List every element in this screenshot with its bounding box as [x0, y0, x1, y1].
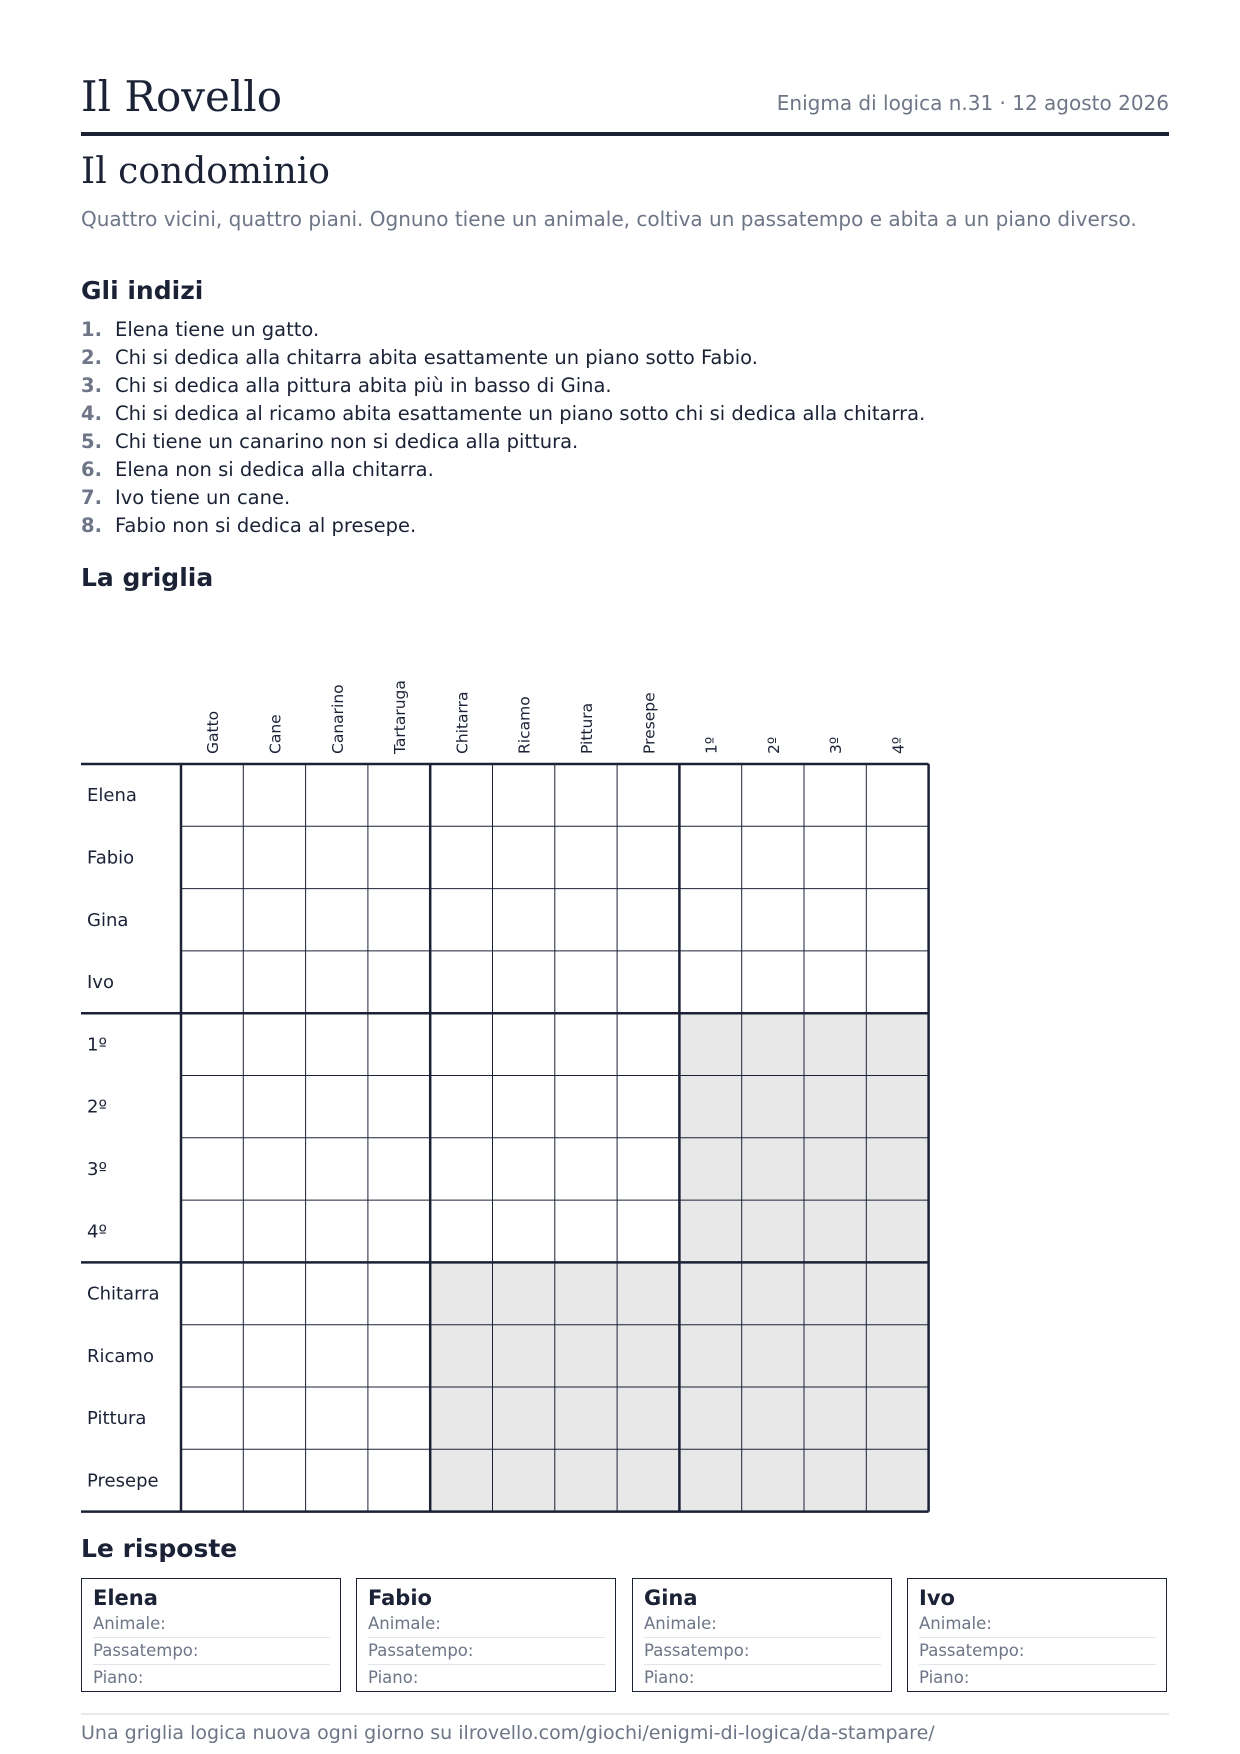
grid-cell[interactable] [368, 1449, 430, 1511]
grid-cell[interactable] [617, 1138, 679, 1200]
grid-row-header: Gina [87, 909, 129, 931]
grid-cell[interactable] [306, 764, 368, 826]
grid-cell[interactable] [493, 764, 555, 826]
clue-number: 4. [81, 402, 102, 425]
grid-heading: La griglia [81, 563, 214, 592]
grid-cell[interactable] [804, 951, 866, 1013]
grid-cell[interactable] [243, 1200, 305, 1262]
grid-cell[interactable] [742, 889, 804, 951]
grid-cell[interactable] [368, 1200, 430, 1262]
answer-animal-field[interactable]: Animale: [644, 1611, 881, 1638]
grid-column-header: Ricamo [515, 696, 534, 754]
grid-cell[interactable] [679, 889, 741, 951]
grid-cell[interactable] [181, 1387, 243, 1449]
grid-cell[interactable] [368, 1076, 430, 1138]
clue-item [81, 512, 925, 540]
grid-column-header: Presepe [640, 692, 659, 754]
grid-cell[interactable] [493, 889, 555, 951]
grid-cell[interactable] [804, 764, 866, 826]
grid-cell[interactable] [368, 826, 430, 888]
clue-number: 7. [81, 486, 102, 509]
answer-hobby-field[interactable]: Passatempo: [368, 1638, 605, 1665]
grid-cell[interactable] [493, 1013, 555, 1075]
grid-row-header: 3º [87, 1158, 107, 1180]
masthead [81, 74, 1169, 136]
clue-text: Chi si dedica alla pittura abita più in basso di Gina. [115, 374, 612, 397]
grid-cell[interactable] [555, 1138, 617, 1200]
grid-cell[interactable] [181, 889, 243, 951]
clue-text: Fabio non si dedica al presepe. [115, 514, 417, 537]
grid-cell[interactable] [617, 1076, 679, 1138]
grid-cell[interactable] [742, 951, 804, 1013]
grid-cell[interactable] [243, 889, 305, 951]
grid-cell[interactable] [555, 1200, 617, 1262]
answer-floor-field[interactable]: Piano: [919, 1668, 970, 1687]
grid-cell[interactable] [617, 764, 679, 826]
grid-column-header: Canarino [328, 684, 347, 754]
answer-card-name: Ivo [919, 1586, 955, 1610]
grid-row-header: Ivo [87, 972, 114, 994]
grid-column-header: 2º [764, 736, 783, 754]
clue-text: Elena tiene un gatto. [115, 318, 320, 341]
grid-cell[interactable] [493, 1138, 555, 1200]
grid-row-header: 2º [87, 1096, 107, 1118]
clue-number: 8. [81, 514, 102, 537]
grid-cell[interactable] [243, 764, 305, 826]
grid-cell[interactable] [617, 1200, 679, 1262]
grid-cell[interactable] [243, 1325, 305, 1387]
issue-info: Enigma di logica n.31 · 12 agosto 2026 [776, 91, 1169, 115]
grid-cell[interactable] [306, 889, 368, 951]
answer-animal-field[interactable]: Animale: [93, 1611, 330, 1638]
grid-row-header: Elena [87, 785, 137, 807]
grid-cell[interactable] [243, 1262, 305, 1324]
grid-cell[interactable] [181, 1013, 243, 1075]
grid-cell[interactable] [742, 826, 804, 888]
grid-cell[interactable] [306, 1325, 368, 1387]
puzzle-title: Il condominio [81, 151, 330, 192]
grid-cell[interactable] [306, 1076, 368, 1138]
grid-row-header: Chitarra [87, 1283, 160, 1305]
answers-heading: Le risposte [81, 1534, 238, 1563]
grid-cell[interactable] [866, 826, 928, 888]
grid-row-header: Ricamo [87, 1345, 154, 1367]
grid-cell[interactable] [555, 951, 617, 1013]
grid-column-header: 3º [827, 736, 846, 754]
answer-card-elena [81, 1578, 341, 1692]
grid-cell[interactable] [368, 764, 430, 826]
grid-cell[interactable] [430, 826, 492, 888]
grid-cell[interactable] [617, 1013, 679, 1075]
grid-cell[interactable] [555, 764, 617, 826]
grid-row-header: 1º [87, 1034, 107, 1056]
answer-card-name: Gina [644, 1586, 698, 1610]
grid-cell[interactable] [804, 889, 866, 951]
answer-animal-field[interactable]: Animale: [368, 1611, 605, 1638]
grid-cell[interactable] [181, 1200, 243, 1262]
grid-cell[interactable] [430, 1013, 492, 1075]
clue-number: 1. [81, 318, 102, 341]
logic-grid-svg [81, 560, 961, 1520]
grid-column-header: Tartaruga [391, 680, 410, 754]
grid-cell[interactable] [555, 1013, 617, 1075]
grid-cell[interactable] [306, 1449, 368, 1511]
clue-number: 5. [81, 430, 102, 453]
grid-row-header: Pittura [87, 1408, 147, 1430]
grid-cell[interactable] [181, 764, 243, 826]
grid-cell[interactable] [306, 1200, 368, 1262]
grid-cell[interactable] [181, 826, 243, 888]
logic-grid [81, 560, 961, 1524]
grid-cell[interactable] [368, 1262, 430, 1324]
grid-cell[interactable] [243, 1138, 305, 1200]
grid-cell[interactable] [181, 1262, 243, 1324]
grid-cell[interactable] [306, 1138, 368, 1200]
clue-text: Chi si dedica alla chitarra abita esattamente un piano sotto Fabio. [115, 346, 758, 369]
grid-cell[interactable] [430, 1076, 492, 1138]
grid-row-header: Presepe [87, 1470, 159, 1492]
clue-item [81, 400, 925, 428]
answer-floor-field[interactable]: Piano: [93, 1668, 144, 1687]
grid-cell[interactable] [181, 1449, 243, 1511]
grid-column-header: 1º [702, 736, 721, 754]
grid-cell[interactable] [493, 1200, 555, 1262]
footer-note: Una griglia logica nuova ogni giorno su ilrovello.com/giochi/enigmi-di-logica/da-stampare/ [81, 1713, 1169, 1744]
grid-column-header: Pittura [577, 702, 596, 754]
grid-cell[interactable] [306, 951, 368, 1013]
brand-title: Il Rovello [81, 72, 283, 121]
clue-number: 2. [81, 346, 102, 369]
grid-column-header: Gatto [204, 710, 223, 754]
clue-text: Chi si dedica al ricamo abita esattamente un piano sotto chi si dedica alla chitarra. [115, 402, 926, 425]
grid-cell[interactable] [368, 951, 430, 1013]
clue-item [81, 316, 925, 344]
grid-cell[interactable] [181, 1076, 243, 1138]
grid-cell[interactable] [368, 889, 430, 951]
grid-cell[interactable] [243, 1076, 305, 1138]
grid-cell[interactable] [742, 764, 804, 826]
grid-cell[interactable] [430, 1138, 492, 1200]
grid-cell[interactable] [243, 1013, 305, 1075]
grid-cell[interactable] [866, 889, 928, 951]
answer-card-fabio [356, 1578, 616, 1692]
answer-hobby-field[interactable]: Passatempo: [644, 1638, 881, 1665]
answer-card-gina [632, 1578, 892, 1692]
puzzle-intro: Quattro vicini, quattro piani. Ognuno tiene un animale, coltiva un passatempo e abita a un piano diverso. [81, 207, 1137, 231]
grid-cell[interactable] [430, 951, 492, 1013]
answer-animal-field[interactable]: Animale: [919, 1611, 1156, 1638]
clue-number: 3. [81, 374, 102, 397]
clues-list [81, 316, 925, 540]
grid-cell[interactable] [555, 1076, 617, 1138]
clue-text: Elena non si dedica alla chitarra. [115, 458, 434, 481]
grid-cell[interactable] [555, 889, 617, 951]
grid-cell[interactable] [368, 1013, 430, 1075]
answer-hobby-field[interactable]: Passatempo: [919, 1638, 1156, 1665]
clue-text: Chi tiene un canarino non si dedica alla pittura. [115, 430, 579, 453]
grid-cell[interactable] [555, 826, 617, 888]
clue-item [81, 344, 925, 372]
grid-column-header: 4º [889, 736, 908, 754]
grid-cell[interactable] [804, 826, 866, 888]
answer-hobby-field[interactable]: Passatempo: [93, 1638, 330, 1665]
clue-item [81, 428, 925, 456]
grid-cell[interactable] [493, 951, 555, 1013]
answer-floor-field[interactable]: Piano: [368, 1668, 419, 1687]
clue-item [81, 456, 925, 484]
grid-cell[interactable] [368, 1387, 430, 1449]
grid-row-header: 4º [87, 1221, 107, 1243]
grid-cell[interactable] [430, 764, 492, 826]
clue-number: 6. [81, 458, 102, 481]
clue-item [81, 484, 925, 512]
answer-card-name: Fabio [368, 1586, 432, 1610]
grid-cell[interactable] [679, 764, 741, 826]
grid-column-header: Cane [266, 714, 285, 754]
grid-cell[interactable] [430, 889, 492, 951]
grid-cell[interactable] [181, 1325, 243, 1387]
clue-item [81, 372, 925, 400]
clue-text: Ivo tiene un cane. [115, 486, 291, 509]
grid-cell[interactable] [181, 1138, 243, 1200]
grid-cell[interactable] [243, 1387, 305, 1449]
grid-cell[interactable] [243, 826, 305, 888]
grid-cell[interactable] [306, 1262, 368, 1324]
grid-cell[interactable] [493, 1076, 555, 1138]
grid-cell[interactable] [617, 889, 679, 951]
grid-cell[interactable] [866, 764, 928, 826]
grid-cell[interactable] [493, 826, 555, 888]
grid-row-header: Fabio [87, 847, 135, 869]
grid-cell[interactable] [368, 1138, 430, 1200]
grid-cell[interactable] [679, 826, 741, 888]
grid-cell[interactable] [617, 826, 679, 888]
grid-cell[interactable] [679, 951, 741, 1013]
grid-column-header: Chitarra [453, 691, 472, 754]
answer-card-name: Elena [93, 1586, 158, 1610]
grid-cell[interactable] [243, 951, 305, 1013]
grid-cell[interactable] [617, 951, 679, 1013]
grid-cell[interactable] [243, 1449, 305, 1511]
grid-cell[interactable] [368, 1325, 430, 1387]
clues-heading: Gli indizi [81, 276, 204, 305]
answer-card-ivo [907, 1578, 1167, 1692]
grid-cell[interactable] [181, 951, 243, 1013]
answers-grid [81, 1578, 1169, 1694]
grid-cell[interactable] [306, 1387, 368, 1449]
grid-cell[interactable] [866, 951, 928, 1013]
grid-cell[interactable] [430, 1200, 492, 1262]
grid-cell[interactable] [306, 826, 368, 888]
grid-cell[interactable] [306, 1013, 368, 1075]
answer-floor-field[interactable]: Piano: [644, 1668, 695, 1687]
